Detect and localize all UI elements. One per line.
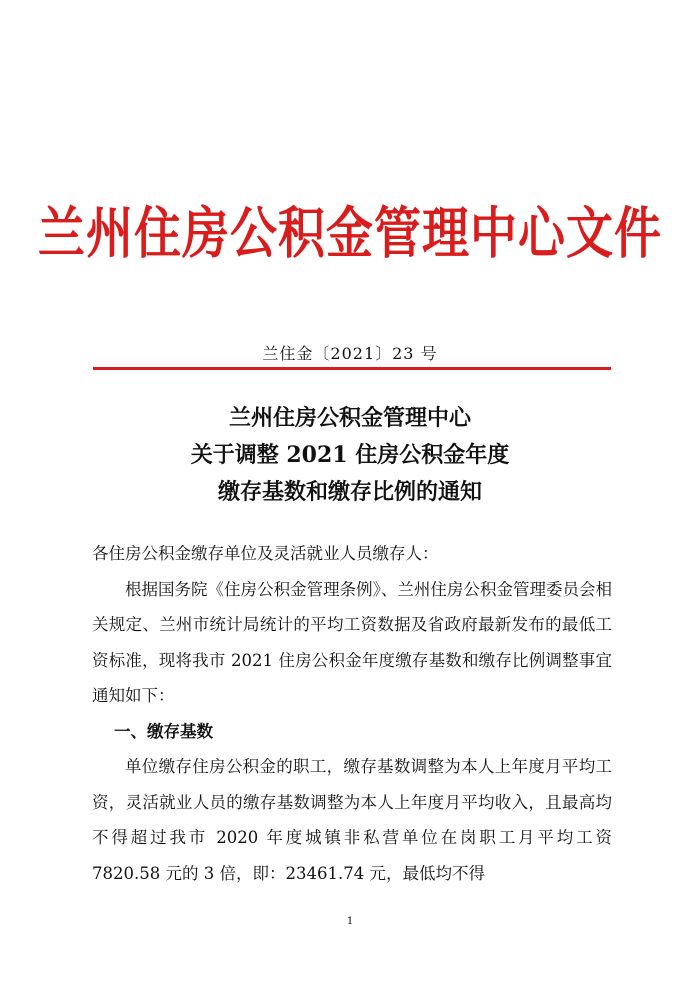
page-number: 1: [346, 916, 354, 927]
document-header-title: 兰州住房公积金管理中心文件: [38, 201, 662, 267]
notice-title: [0, 400, 700, 511]
notice-title-line-1: 兰州住房公积金管理中心: [228, 405, 471, 431]
notice-title-line-3: 缴存基数和缴存比例的通知: [217, 479, 482, 505]
document-number: 兰住金〔2021〕23 号: [262, 344, 438, 363]
red-divider-line: [93, 367, 611, 370]
salutation: 各住房公积金缴存单位及灵活就业人员缴存人：: [92, 544, 439, 563]
document-body: [92, 536, 612, 891]
notice-title-line-2: 关于调整 2021 住房公积金年度: [190, 442, 510, 468]
intro-paragraph: 根据国务院《住房公积金管理条例》、兰州住房公积金管理委员会相关规定、兰州市统计局统计的平均工资数据及省政府最新发布的最低工资标准，现将我市 2021 住房公积金年度缴存基数和缴存比例调整事宜通知如下：: [92, 579, 612, 705]
section-heading-contribution-base: 一、缴存基数: [114, 721, 213, 741]
section-paragraph-contribution-base: 单位缴存住房公积金的职工，缴存基数调整为本人上年度月平均工资，灵活就业人员的缴存基数调整为本人上年度月平均收入，且最高均不得超过我市 2020 年度城镇非私营单位在岗职工月平均工资 7820.58 元的 3 倍，即：23461.74 元，最低均不得: [92, 757, 612, 883]
